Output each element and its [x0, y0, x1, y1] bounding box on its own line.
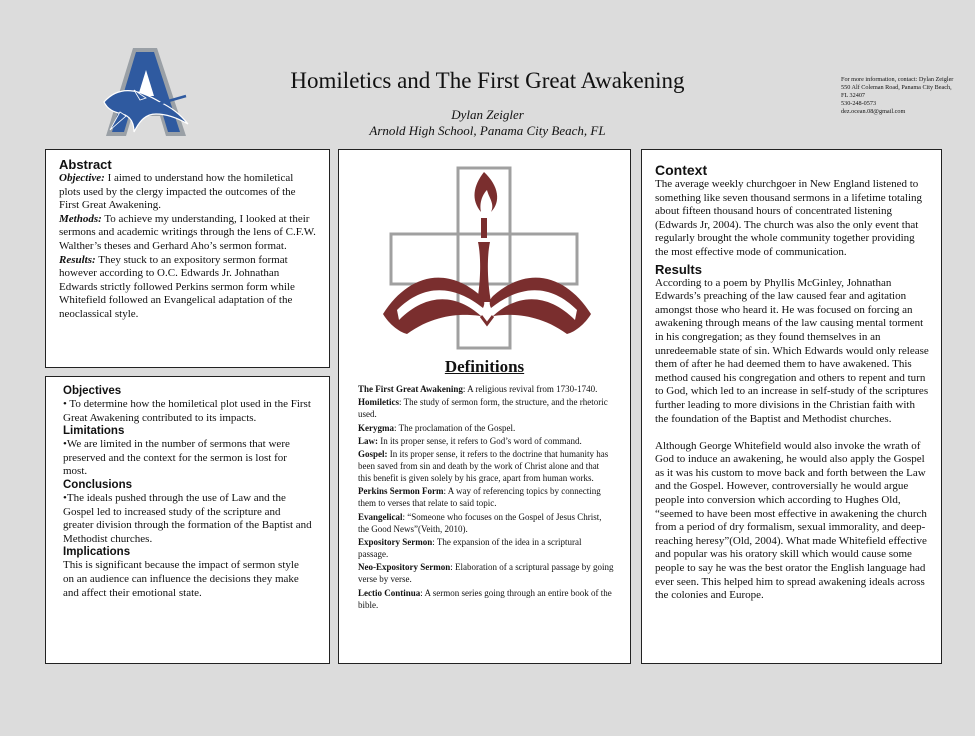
limitations-heading: Limitations: [63, 425, 125, 438]
definition-desc: In its proper sense, it refers to God’s word of command.: [378, 435, 582, 446]
definition-desc: : The study of sermon form, the structure, and the rhetoric used.: [358, 397, 608, 420]
definition-item: [358, 587, 614, 611]
definition-item: [358, 561, 614, 585]
abstract-heading: Abstract: [59, 157, 112, 172]
definition-desc: : A sermon series going through an entire book of the bible.: [358, 587, 612, 610]
definition-desc: : “Someone who focuses on the Gospel of Jesus Christ, the Good News”(Veith, 2010).: [358, 511, 602, 534]
definition-term: Gospel:: [358, 449, 388, 460]
objectives-heading: Objectives: [63, 385, 122, 397]
author-block: [200, 107, 775, 139]
context-panel: [641, 149, 942, 664]
definition-term: Law:: [358, 435, 378, 446]
author-name: Dylan Zeigler: [451, 107, 524, 122]
definition-item: [358, 536, 614, 560]
methods-label: Methods:: [59, 212, 102, 225]
abstract-panel: [45, 149, 330, 368]
abstract-body: [59, 172, 316, 322]
definition-desc: : The expansion of the idea in a scriptural passage.: [358, 537, 582, 560]
limitations-text: •We are limited in the number of sermons that were preserved and the context for the sermon is lost for most.: [63, 438, 290, 478]
definition-item: [358, 485, 614, 509]
definition-term: Kerygma: [358, 422, 394, 433]
abstract-objective: [59, 172, 316, 213]
definition-term: Neo-Expository Sermon: [358, 562, 451, 573]
methods-text: To achieve my understanding, I looked at their sermons and academic writings through the lens of C.F.W. Walther’s theses and Gerhard Aho’s sermon format.: [59, 212, 316, 252]
cross-flame-bible-icon: [377, 164, 597, 354]
objective-label: Objective:: [59, 172, 105, 184]
objectives-text: • To determine how the homiletical plot used in the First Great Awakening contributed to its impacts.: [63, 398, 311, 424]
poster-title: Homiletics and The First Great Awakening: [290, 68, 685, 93]
definition-term: The First Great Awakening: [358, 384, 463, 394]
definition-desc: In its proper sense, it refers to the doctrine that humanity has been saved from sin and death by the work of Christ alone and that this benefit is given solely by his grace, apart from human works.: [358, 449, 609, 484]
definition-desc: : A religious revival from 1730-1740.: [462, 384, 598, 394]
definition-term: Lectio Continua: [358, 587, 421, 598]
contact-email: dez.ocean.08@gmail.com: [841, 108, 906, 115]
definition-desc: : The proclamation of the Gospel.: [394, 422, 516, 433]
definition-term: Expository Sermon: [358, 537, 433, 548]
definition-term: Homiletics: [358, 397, 399, 408]
implications-text: This is significant because the impact of sermon style on an audience can influence the decisions they make and affect their emotional state.: [63, 559, 299, 599]
definition-item: [358, 422, 614, 434]
results-paragraph-1: According to a poem by Phyllis McGinley, Johnathan Edwards’s preaching of the law caused fear and agitation amongst those who heard it. He was focused on forcing an awakening through means of the law causing mental torment in his congregation; as they found themselves in an unredeemable state of sin. Which Edwards would only release them of after he had deemed them to have awakened. This method caused his congregation and others to repent and turn to God, which led to an increase in self-study of the scriptures further leading to more divisions in the Christian faith with the foundation of the Baptist and Methodist churches.: [655, 276, 929, 425]
definition-desc: : A way of referencing topics by connecting them to verses that relate to said topic.: [358, 486, 601, 509]
contact-line: FL 32407: [841, 92, 866, 99]
definition-desc: : Elaboration of a scriptural passage by going verse by verse.: [358, 562, 614, 585]
definition-item: [358, 396, 614, 420]
contact-line: 550 Alf Coleman Road, Panama City Beach,: [841, 84, 952, 91]
conclusions-heading: Conclusions: [63, 478, 133, 491]
context-text: The average weekly churchgoer in New England listened to something like seven thousand sermons in a lifetime totaling about fifteen thousand hours of concentrated listening (Edwards Jr, 2004). The church was also the only event that regularly brought the whole community together providing the most effective mode of communication.: [655, 178, 923, 258]
school-name: Arnold High School, Panama City Beach, FL: [369, 123, 606, 138]
conclusions-text: •The ideals pushed through the use of Law and the Gospel led to increased study of the scripture and greater division through the formation of the Baptist and Methodist churches.: [63, 491, 312, 545]
results-label: Results:: [59, 253, 96, 266]
school-logo: [100, 44, 190, 140]
implications-heading: Implications: [63, 546, 131, 559]
objectives-panel: [45, 376, 330, 664]
results-heading: Results: [655, 261, 702, 277]
definition-item: [358, 511, 614, 535]
contact-line: For more information, contact: Dylan Zeigler: [841, 76, 954, 83]
arnold-marlin-logo-icon: [100, 44, 190, 140]
objective-text: I aimed to understand how the homiletical plots used by the clergy impacted the outcomes of the First Great Awakening.: [59, 172, 296, 212]
context-heading: Context: [655, 162, 708, 178]
emblem: [377, 164, 597, 354]
definitions-list: [358, 383, 614, 612]
results-paragraph-2: Although George Whitefield would also invoke the wrath of God to induce an awakening, he would also apply the Gospel as it was his custom to move back and forth between the Law and the Gospel. However, controversially he would argue people into conversion which according to Hughes Old, “seemed to have been most effective in awakening the church from a period of dry formalism, sexual immorality, and deep-reaching heresy”(Old, 2004). What made Whitefield effective and popular was his oratory skill which would cause some people to say he was the best orator the English language had ever seen. This helped him to spread awakening ideals across the colonies and Europe.: [655, 439, 927, 602]
contact-info: [841, 76, 966, 116]
definition-item: [358, 448, 614, 484]
definition-term: Evangelical: [358, 511, 403, 522]
definitions-panel: [338, 149, 631, 664]
contact-line: 530-248-0573: [841, 100, 877, 107]
definition-term: Perkins Sermon Form: [358, 486, 444, 497]
definitions-heading: Definitions: [444, 357, 525, 376]
results-text: They stuck to an expository sermon format however according to O.C. Edwards Jr. Johnathan Edwards strictly followed Perkins sermon form while Whitefield followed an Evangelical adaptation of the neoclassical style.: [59, 253, 295, 320]
abstract-results: [59, 254, 316, 322]
abstract-methods: [59, 213, 316, 254]
definition-item: [358, 435, 614, 447]
definition-item: [358, 383, 614, 395]
